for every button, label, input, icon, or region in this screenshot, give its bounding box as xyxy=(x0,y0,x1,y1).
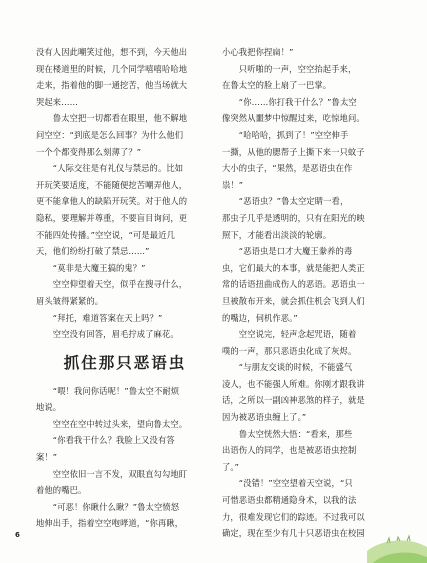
page-number: 6 xyxy=(15,531,20,539)
text-line: “恶语虫是口才大魔王豢养的毒 xyxy=(222,246,353,257)
text-line: 出语伤人的同学，也是被恶语虫控制 xyxy=(222,445,357,456)
text-line: “喂！我问你话呢！”鲁太空不耐烦 xyxy=(36,385,180,396)
text-line: 一个个都变得那么刻薄了？” xyxy=(36,146,142,157)
text-line: 因为被恶语虫缠上了。” xyxy=(222,412,307,423)
text-line: 力，很难发现它们的踪迹。不过我可以 xyxy=(222,511,365,522)
text-line: “你……你打我干什么？”鲁太空 xyxy=(222,96,357,107)
text-line: 现在楼道里的时候，几个同学嘻嘻哈哈地 xyxy=(36,63,188,74)
text-line: 空空依旧一言不发，双眼直勾勾地盯 xyxy=(36,468,188,479)
text-line: “莫非是大魔王搞的鬼？” xyxy=(36,262,146,273)
text-line: 照下，才能看出淡淡的轮廓。 xyxy=(222,229,332,240)
paragraphs-top xyxy=(36,44,214,343)
text-line: 天，他们纷纷打破了禁忌……” xyxy=(36,246,150,257)
text-line: 那虫子几乎是透明的，只有在阳光的映 xyxy=(222,212,365,223)
paragraphs-bottom xyxy=(36,383,214,532)
text-line: 走来，指着他的脚一通挖苦，他当场就大 xyxy=(36,80,188,91)
grass-hill-icon xyxy=(367,529,427,563)
text-line: 祟！” xyxy=(222,179,244,190)
text-line: 的嘴边，伺机作恶。” xyxy=(222,312,298,323)
text-line: “拜托，难道答案在天上吗？” xyxy=(36,312,163,323)
text-line: “与朋友交谈的时候，不能盛气 xyxy=(222,362,353,373)
text-line: 眉头皱得紧紧的。 xyxy=(36,295,104,306)
text-line: “人际交往是有礼仪与禁忌的。比如 xyxy=(36,163,184,174)
text-line: 了。” xyxy=(222,461,240,472)
text-line: 噗的一声，那只恶语虫化成了灰烬。 xyxy=(222,345,357,356)
text-line: 凌人，也不能强人所难。你刚才跟我讲 xyxy=(222,378,365,389)
text-line: “你看我干什么？我脸上又没有答 xyxy=(36,435,175,446)
text-line: “恶语虫？”鲁太空定睛一看， xyxy=(222,196,349,207)
text-line: 大小的虫子，“果然，是恶语虫在作 xyxy=(222,163,353,174)
text-line: 案！” xyxy=(36,452,58,463)
text-line: 空空没有回答，眉毛拧成了麻花。 xyxy=(36,329,179,340)
text-line: 哭起来…… xyxy=(36,96,78,107)
text-line: “可恶！你瞅什么瞅？”鲁太空愤怒 xyxy=(36,501,180,512)
text-line: 虫，它们最大的本事，就是能把人类正 xyxy=(222,262,365,273)
right-column xyxy=(222,44,400,542)
left-column xyxy=(36,44,214,532)
text-line: 不能四处传播。”空空说，“可是最近几 xyxy=(36,229,175,240)
text-line: 没有人因此嘲笑过他，想不到，今天他出 xyxy=(36,47,188,57)
text-line: 旦被散布开来，就会抓住机会飞到人们 xyxy=(222,295,365,306)
text-line: 确定，现在至少有几十只恶语虫在校园 xyxy=(222,528,365,539)
text-line: 问空空：“到底是怎么回事？为什么他们 xyxy=(36,129,184,140)
text-line: 一撕，从他的腮帮子上撕下来一只蚊子 xyxy=(222,146,365,157)
section-heading: 抓住那只恶语虫 xyxy=(63,352,187,372)
text-line: 空空仰望着天空，似乎在搜寻什么， xyxy=(36,279,188,290)
text-line: 鲁太空把一切都看在眼里，他不解地 xyxy=(36,113,188,124)
text-line: 像突然从噩梦中惊醒过来，吃惊地问。 xyxy=(222,113,365,124)
text-line: 常的话语扭曲成伤人的恶语。恶语虫一 xyxy=(222,279,365,290)
text-line: 小心我把你捏扁！” xyxy=(222,47,294,57)
text-line: 着他的嘴巴。 xyxy=(36,485,87,496)
text-line: 在鲁太空的脸上扇了一巴掌。 xyxy=(222,80,332,91)
text-line: 开玩笑要适度，不能随便挖苦嘲弄他人， xyxy=(36,179,188,190)
text-line: 空空说完，轻声念起咒语，随着 xyxy=(222,329,357,340)
text-line: 话，之所以一副凶神恶煞的样子，就是 xyxy=(222,395,365,406)
text-line: 隐私，要理解并尊重，不要盲目询问，更 xyxy=(36,212,188,223)
text-line: 更不能拿他人的缺陷开玩笑。对于他人的 xyxy=(36,196,188,207)
text-line: 鲁太空恍然大悟：“看来，那些 xyxy=(222,428,353,439)
text-line: 可惜恶语虫都精通隐身术，以我的法 xyxy=(222,495,357,506)
text-line: “哈哈哈，抓到了！”空空伸手 xyxy=(222,129,349,140)
text-line: 地说。 xyxy=(36,402,62,413)
text-line: 空空在空中转过头来，望向鲁太空。 xyxy=(36,418,188,429)
text-line: 地伸出手，指着空空咆哮道，“你再瞅， xyxy=(36,518,184,529)
text-line: “没错！”空空望着天空说，“只 xyxy=(222,478,353,489)
text-line: 只听啪的一声，空空抬起手来， xyxy=(222,63,357,74)
